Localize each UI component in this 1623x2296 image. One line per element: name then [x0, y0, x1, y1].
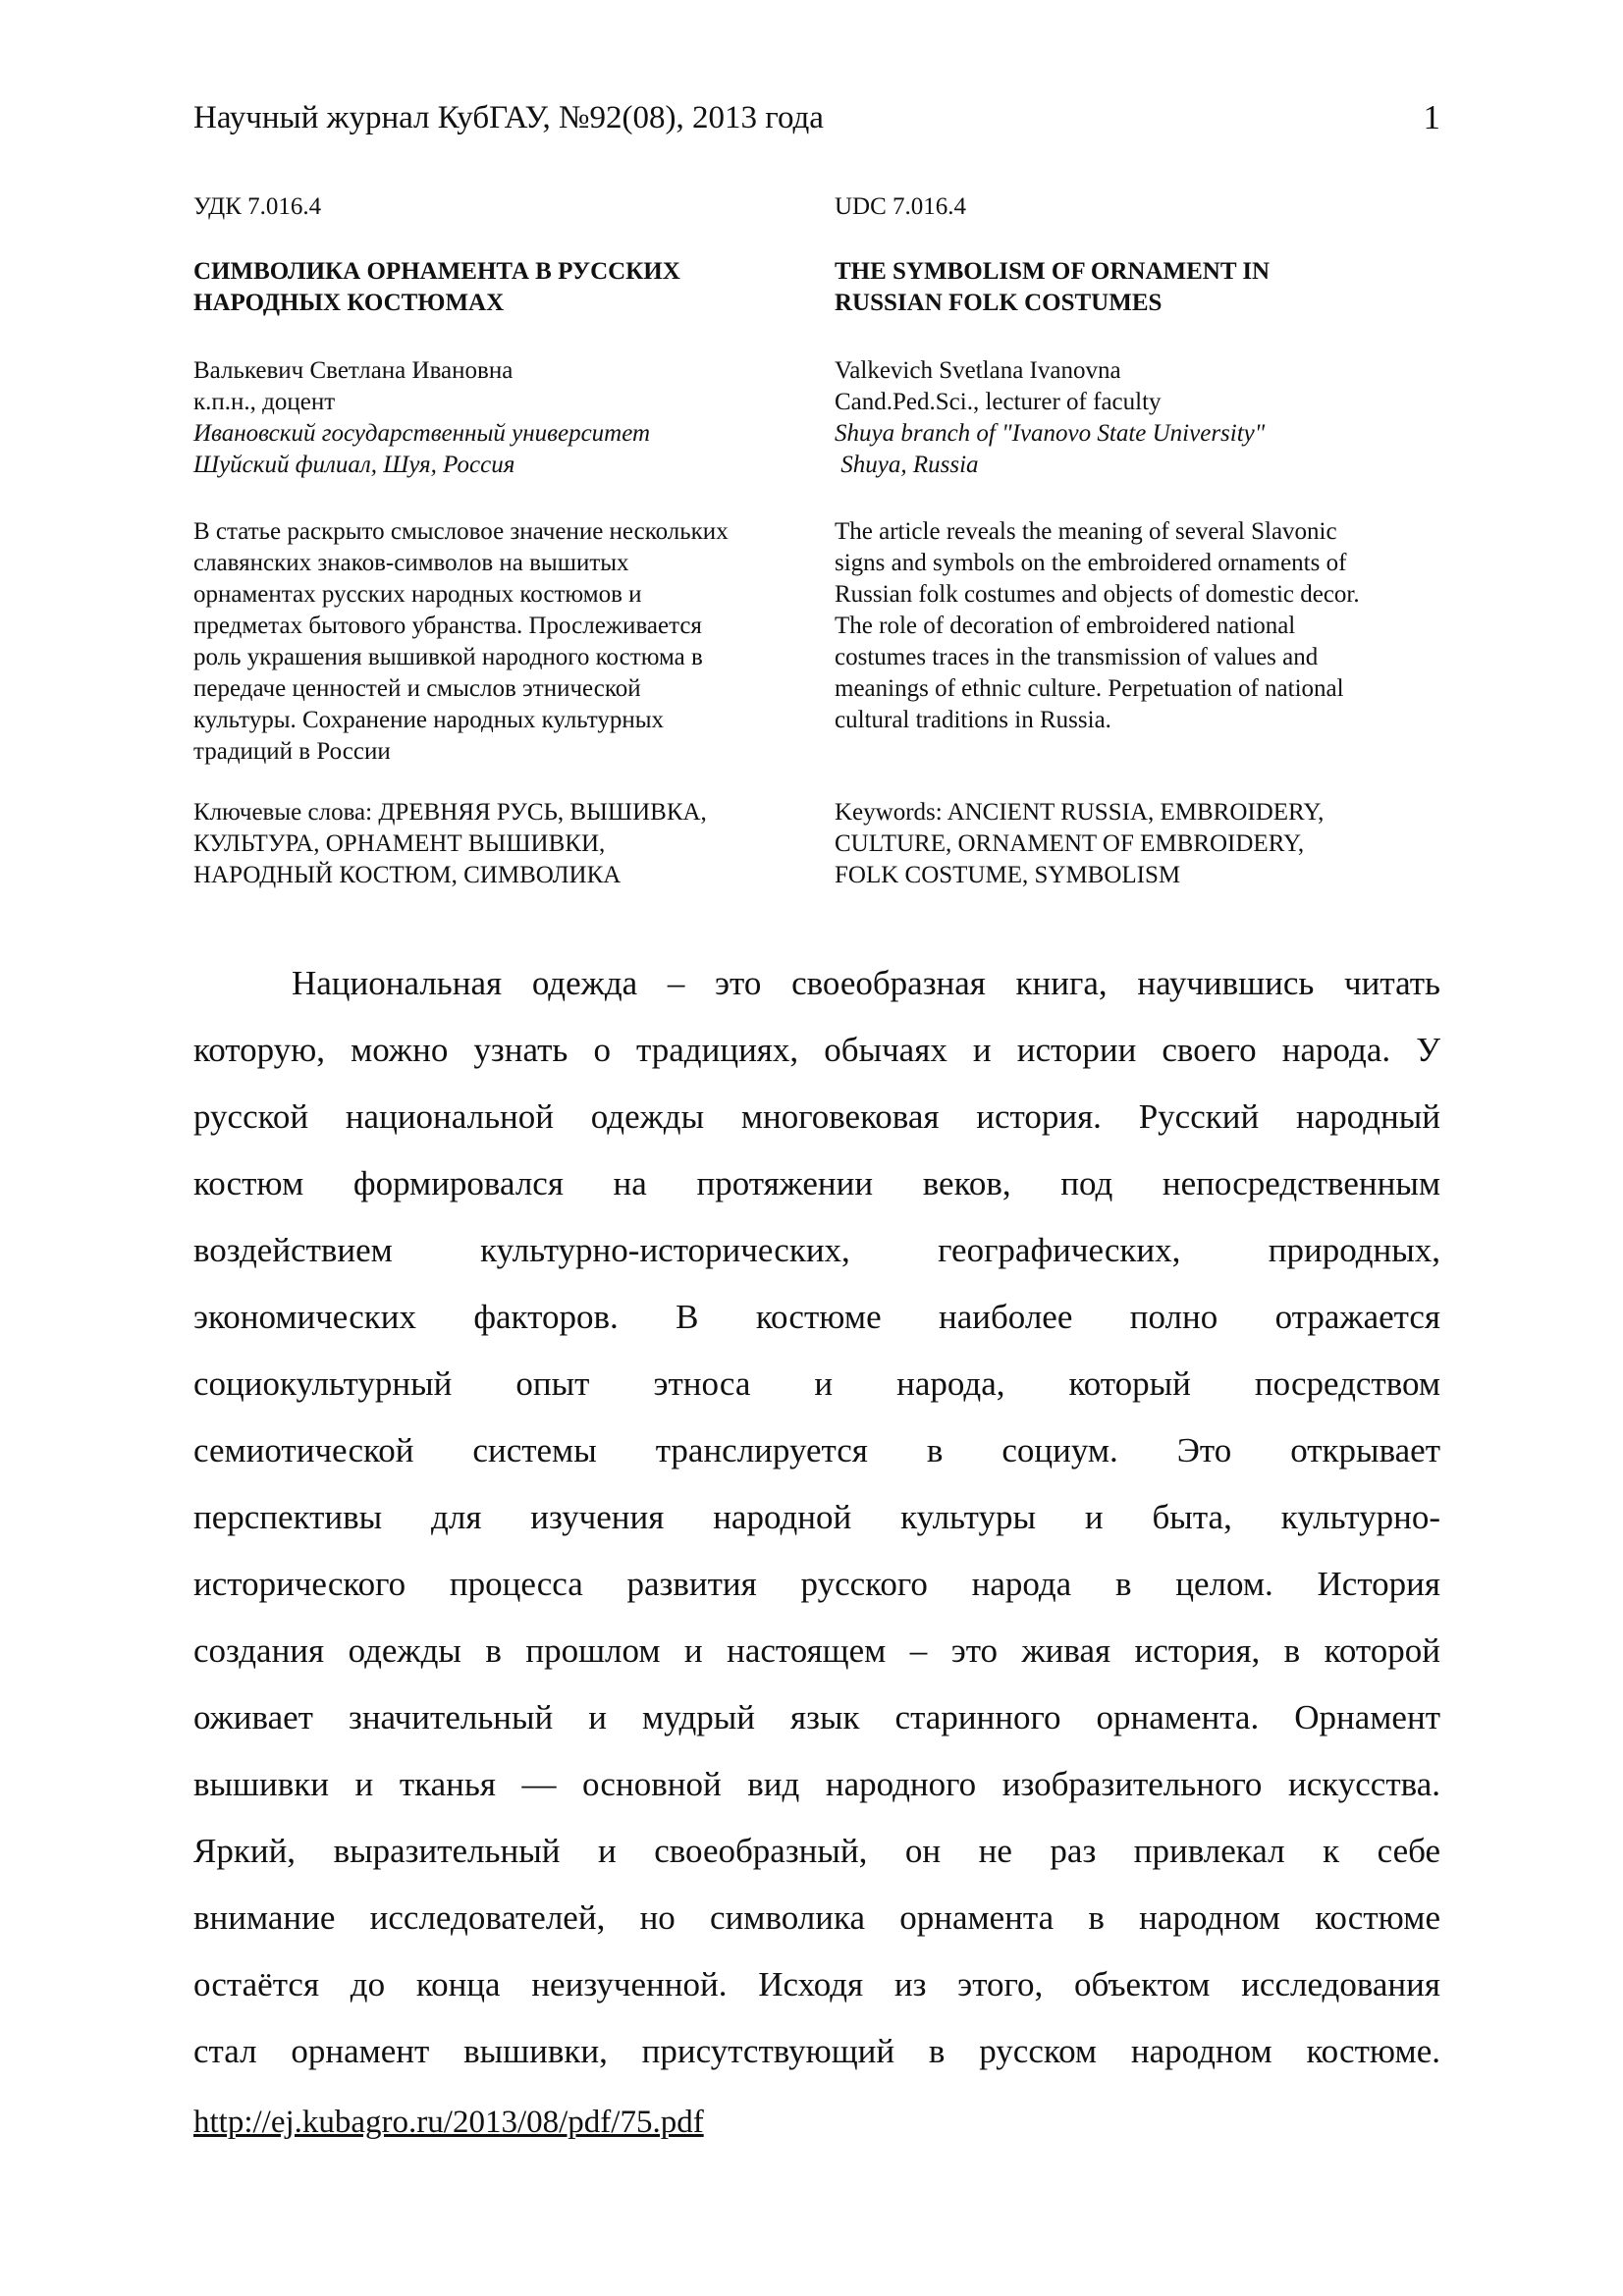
abstract-line: славянских знаков-символов на вышитых [193, 550, 629, 576]
abstract-line: meanings of ethnic culture. Perpetuation of national [835, 675, 1344, 702]
keywords-line: КУЛЬТУРА, ОРНАМЕНТ ВЫШИВКИ, [193, 830, 606, 857]
body-line: вышивки и тканья — основной вид народного изобразительного искусства. [193, 1765, 1440, 1803]
body-line: социокультурный опыт этноса и народа, который посредством [193, 1364, 1440, 1403]
author-name: Valkevich Svetlana Ivanovna [835, 357, 1121, 384]
keywords-ru [193, 797, 707, 891]
body-line: стал орнамент вышивки, присутствующий в русском народном костюме. [193, 2032, 1440, 2070]
body-line: Национальная одежда – это своеобразная книга, научившись читать [292, 964, 1440, 1002]
body-line: перспективы для изучения народной культуры и быта, культурно- [193, 1498, 1440, 1536]
abstract-line: cultural traditions in Russia. [835, 707, 1111, 733]
abstract-line: культуры. Сохранение народных культурных [193, 707, 665, 733]
title-line: THE SYMBOLISM OF ORNAMENT IN [835, 258, 1271, 285]
udc-ru: УДК 7.016.4 [193, 193, 322, 220]
body-line: экономических факторов. В костюме наиболее полно отражается [193, 1298, 1440, 1336]
body-line: русской национальной одежды многовековая история. Русский народный [193, 1097, 1440, 1136]
affiliation-line: Ивановский государственный университет [193, 420, 651, 447]
author-en [835, 355, 1265, 481]
abstract-ru [193, 516, 729, 768]
footer-url-link[interactable]: http://ej.kubagro.ru/2013/08/pdf/75.pdf [193, 2105, 704, 2140]
keywords-line: Ключевые слова: ДРЕВНЯЯ РУСЬ, ВЫШИВКА, [193, 799, 707, 826]
keywords-line: CULTURE, ORNAMENT OF EMBROIDERY, [835, 830, 1305, 857]
affiliation-line: Шуйский филиал, Шуя, Россия [193, 452, 515, 478]
body-line: оживает значительный и мудрый язык старинного орнамента. Орнамент [193, 1698, 1440, 1736]
journal-title: Научный журнал КубГАУ, №92(08), 2013 года [193, 100, 824, 135]
abstract-line: передаче ценностей и смыслов этнической [193, 675, 641, 702]
abstract-line: традиций в России [193, 738, 391, 765]
abstract-line: предметах бытового убранства. Прослеживается [193, 613, 702, 639]
abstract-line: costumes traces in the transmission of values and [835, 644, 1319, 670]
affiliation-line: Shuya, Russia [835, 452, 979, 478]
body-line: Яркий, выразительный и своеобразный, он не раз привлекал к себе [193, 1832, 1440, 1870]
body-line: которую, можно узнать о традициях, обычаях и истории своего народа. У [193, 1031, 1440, 1069]
abstract-line: The article reveals the meaning of several Slavonic [835, 518, 1337, 545]
abstract-line: Russian folk costumes and objects of domestic decor. [835, 581, 1360, 608]
affiliation-line: Shuya branch of "Ivanovo State University" [835, 420, 1266, 447]
abstract-line: The role of decoration of embroidered national [835, 613, 1296, 639]
author-degree: к.п.н., доцент [193, 389, 336, 415]
title-line: СИМВОЛИКА ОРНАМЕНТА В РУССКИХ [193, 258, 680, 285]
author-degree: Cand.Ped.Sci., lecturer of faculty [835, 389, 1162, 415]
abstract-line: В статье раскрыто смысловое значение нескольких [193, 518, 729, 545]
body-line: костюм формировался на протяжении веков, под непосредственным [193, 1164, 1440, 1202]
keywords-line: НАРОДНЫЙ КОСТЮМ, СИМВОЛИКА [193, 862, 622, 888]
title-en [835, 256, 1270, 319]
title-line: НАРОДНЫХ КОСТЮМАХ [193, 290, 505, 316]
article-body [193, 950, 1440, 2085]
udc-en: UDC 7.016.4 [835, 193, 967, 220]
author-name: Валькевич Светлана Ивановна [193, 357, 514, 384]
title-ru [193, 256, 680, 319]
body-line: исторического процесса развития русского народа в целом. История [193, 1565, 1440, 1603]
abstract-en [835, 516, 1360, 736]
page-header [193, 96, 1440, 145]
body-line: остаётся до конца неизученной. Исходя из этого, объектом исследования [193, 1965, 1440, 2003]
title-line: RUSSIAN FOLK COSTUMES [835, 290, 1163, 316]
page-number: 1 [1423, 98, 1440, 136]
author-ru [193, 355, 650, 481]
abstract-line: орнаментах русских народных костюмов и [193, 581, 642, 608]
body-line: создания одежды в прошлом и настоящем – это живая история, в которой [193, 1631, 1440, 1670]
keywords-line: Keywords: ANCIENT RUSSIA, EMBROIDERY, [835, 799, 1325, 826]
body-line: внимание исследователей, но символика орнамента в народном костюме [193, 1898, 1440, 1937]
body-line: воздействием культурно-исторических, географических, природных, [193, 1231, 1440, 1269]
body-line: семиотической системы транслируется в социум. Это открывает [193, 1431, 1440, 1469]
keywords-en [835, 797, 1324, 891]
abstract-line: роль украшения вышивкой народного костюма в [193, 644, 703, 670]
keywords-line: FOLK COSTUME, SYMBOLISM [835, 862, 1181, 888]
abstract-line: signs and symbols on the embroidered ornaments of [835, 550, 1347, 576]
